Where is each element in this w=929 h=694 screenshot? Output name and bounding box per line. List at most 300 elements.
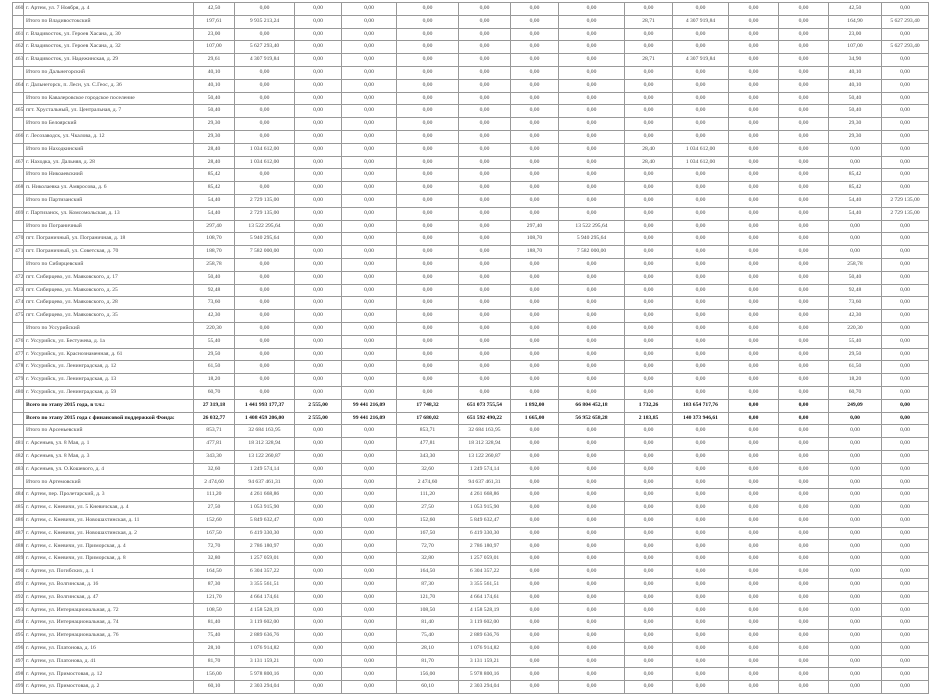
value-cell: 18 312 328,94 bbox=[459, 438, 511, 451]
value-cell: 0,00 bbox=[342, 28, 397, 41]
value-cell: 32,80 bbox=[194, 553, 235, 566]
value-cell: 0,00 bbox=[625, 118, 673, 131]
value-cell: 0,00 bbox=[779, 182, 829, 195]
value-cell: 0,00 bbox=[511, 156, 559, 169]
value-cell: 164,90 bbox=[829, 15, 882, 28]
value-cell: 0,00 bbox=[882, 143, 929, 156]
value-cell: 0,00 bbox=[625, 578, 673, 591]
value-cell: 0,00 bbox=[511, 3, 559, 16]
value-cell: 0,00 bbox=[511, 514, 559, 527]
value-cell: 0,00 bbox=[882, 438, 929, 451]
value-cell: 4 261 668,86 bbox=[459, 489, 511, 502]
value-cell: 2 474,60 bbox=[397, 476, 459, 489]
value-cell: 0,00 bbox=[235, 271, 295, 284]
value-cell: 0,00 bbox=[625, 182, 673, 195]
value-cell: 0,00 bbox=[235, 182, 295, 195]
value-cell: 0,00 bbox=[673, 194, 729, 207]
table-body bbox=[13, 3, 929, 694]
value-cell: 60,10 bbox=[397, 681, 459, 694]
value-cell: 0,00 bbox=[511, 668, 559, 681]
value-cell: 0,00 bbox=[295, 54, 342, 67]
table-row bbox=[13, 246, 929, 259]
value-cell: 0,00 bbox=[459, 79, 511, 92]
value-cell: 0,00 bbox=[295, 655, 342, 668]
value-cell: 0,00 bbox=[625, 630, 673, 643]
value-cell: 0,00 bbox=[342, 130, 397, 143]
value-cell: 0,00 bbox=[511, 284, 559, 297]
value-cell: 2 786 180,97 bbox=[235, 540, 295, 553]
address-cell: Итого по Арсеньевский bbox=[24, 425, 194, 438]
value-cell: 0,00 bbox=[729, 220, 779, 233]
table-row bbox=[13, 399, 929, 412]
value-cell: 0,00 bbox=[342, 207, 397, 220]
value-cell: 0,00 bbox=[342, 66, 397, 79]
row-number-cell: 466 bbox=[13, 130, 24, 143]
value-cell: 0,00 bbox=[295, 233, 342, 246]
address-cell: пгт. Сибирцево, ул. Маяковского, д. 35 bbox=[24, 310, 194, 323]
value-cell: 0,00 bbox=[511, 66, 559, 79]
value-cell: 0,00 bbox=[559, 476, 625, 489]
value-cell: 0,00 bbox=[295, 514, 342, 527]
value-cell: 0,00 bbox=[511, 194, 559, 207]
value-cell: 0,00 bbox=[729, 655, 779, 668]
value-cell: 0,00 bbox=[397, 220, 459, 233]
value-cell: 0,00 bbox=[397, 348, 459, 361]
address-cell: г. Владивосток, ул. Героев Хасана, д. 32 bbox=[24, 41, 194, 54]
value-cell: 0,00 bbox=[779, 527, 829, 540]
value-cell: 0,00 bbox=[882, 54, 929, 67]
value-cell: 0,00 bbox=[729, 476, 779, 489]
value-cell: 0,00 bbox=[882, 591, 929, 604]
value-cell: 0,00 bbox=[397, 28, 459, 41]
value-cell: 0,00 bbox=[511, 489, 559, 502]
table-row bbox=[13, 527, 929, 540]
value-cell: 0,00 bbox=[625, 361, 673, 374]
value-cell: 0,00 bbox=[397, 246, 459, 259]
value-cell: 0,00 bbox=[729, 412, 779, 425]
value-cell: 0,00 bbox=[295, 15, 342, 28]
value-cell: 0,00 bbox=[235, 322, 295, 335]
value-cell: 0,00 bbox=[625, 514, 673, 527]
value-cell: 99 441 216,09 bbox=[342, 399, 397, 412]
value-cell: 7 582 000,00 bbox=[235, 246, 295, 259]
value-cell: 0,00 bbox=[342, 630, 397, 643]
value-cell: 0,00 bbox=[673, 284, 729, 297]
value-cell: 0,00 bbox=[779, 578, 829, 591]
value-cell: 0,00 bbox=[779, 412, 829, 425]
value-cell: 18,20 bbox=[829, 374, 882, 387]
value-cell: 0,00 bbox=[779, 604, 829, 617]
value-cell: 0,00 bbox=[625, 246, 673, 259]
value-cell: 0,00 bbox=[729, 463, 779, 476]
value-cell: 28,10 bbox=[397, 642, 459, 655]
value-cell: 1 408 459 206,00 bbox=[235, 412, 295, 425]
value-cell: 0,00 bbox=[729, 297, 779, 310]
row-number-cell: 461 bbox=[13, 28, 24, 41]
value-cell: 4 307 919,84 bbox=[673, 54, 729, 67]
value-cell: 0,00 bbox=[397, 297, 459, 310]
value-cell: 0,00 bbox=[779, 361, 829, 374]
address-cell: г. Лесозаводск, ул. Чкалова, д. 12 bbox=[24, 130, 194, 143]
value-cell: 108,70 bbox=[194, 233, 235, 246]
value-cell: 0,00 bbox=[729, 566, 779, 579]
address-cell: г. Уссурийск, ул. Бестужева, д. 1а bbox=[24, 335, 194, 348]
value-cell: 6 304 357,22 bbox=[235, 566, 295, 579]
table-row bbox=[13, 207, 929, 220]
value-cell: 0,00 bbox=[511, 105, 559, 118]
value-cell: 0,00 bbox=[673, 361, 729, 374]
value-cell: 0,00 bbox=[559, 553, 625, 566]
row-number-cell bbox=[13, 258, 24, 271]
value-cell: 0,00 bbox=[673, 182, 729, 195]
value-cell: 92,48 bbox=[829, 284, 882, 297]
value-cell: 0,00 bbox=[342, 258, 397, 271]
value-cell: 0,00 bbox=[559, 578, 625, 591]
value-cell: 0,00 bbox=[779, 220, 829, 233]
value-cell: 0,00 bbox=[625, 3, 673, 16]
table-row bbox=[13, 220, 929, 233]
value-cell: 0,00 bbox=[779, 335, 829, 348]
value-cell: 0,00 bbox=[295, 92, 342, 105]
value-cell: 0,00 bbox=[511, 374, 559, 387]
value-cell: 55,40 bbox=[829, 335, 882, 348]
value-cell: 0,00 bbox=[559, 463, 625, 476]
row-number-cell bbox=[13, 92, 24, 105]
value-cell: 0,00 bbox=[673, 514, 729, 527]
value-cell: 0,00 bbox=[829, 425, 882, 438]
value-cell: 0,00 bbox=[882, 514, 929, 527]
value-cell: 0,00 bbox=[459, 258, 511, 271]
value-cell: 94 637 461,31 bbox=[235, 476, 295, 489]
value-cell: 0,00 bbox=[882, 156, 929, 169]
value-cell: 0,00 bbox=[729, 361, 779, 374]
value-cell: 1 257 059,01 bbox=[235, 553, 295, 566]
row-number-cell: 482 bbox=[13, 450, 24, 463]
value-cell: 0,00 bbox=[882, 284, 929, 297]
value-cell: 0,00 bbox=[829, 156, 882, 169]
table-row bbox=[13, 156, 929, 169]
value-cell: 0,00 bbox=[779, 630, 829, 643]
address-cell: г. Артем, ул. Погибских, д. 1 bbox=[24, 566, 194, 579]
value-cell: 0,00 bbox=[779, 118, 829, 131]
value-cell: 0,00 bbox=[829, 502, 882, 515]
value-cell: 50,40 bbox=[194, 92, 235, 105]
value-cell: 0,00 bbox=[673, 105, 729, 118]
value-cell: 3 131 159,21 bbox=[459, 655, 511, 668]
table-row bbox=[13, 553, 929, 566]
value-cell: 0,00 bbox=[397, 182, 459, 195]
value-cell: 28,71 bbox=[625, 54, 673, 67]
value-cell: 108,50 bbox=[397, 604, 459, 617]
value-cell: 0,00 bbox=[779, 399, 829, 412]
value-cell: 0,00 bbox=[779, 642, 829, 655]
row-number-cell: 489 bbox=[13, 553, 24, 566]
value-cell: 0,00 bbox=[342, 310, 397, 323]
value-cell: 0,00 bbox=[397, 130, 459, 143]
value-cell: 0,00 bbox=[882, 66, 929, 79]
value-cell: 0,00 bbox=[342, 284, 397, 297]
value-cell: 0,00 bbox=[342, 233, 397, 246]
address-cell: г. Арсеньев, ул. О.Кошевого, д. 4 bbox=[24, 463, 194, 476]
value-cell: 0,00 bbox=[342, 655, 397, 668]
value-cell: 0,00 bbox=[559, 41, 625, 54]
value-cell: 50,40 bbox=[194, 105, 235, 118]
value-cell: 0,00 bbox=[729, 54, 779, 67]
value-cell: 0,00 bbox=[829, 233, 882, 246]
value-cell: 0,00 bbox=[459, 41, 511, 54]
row-number-cell: 477 bbox=[13, 348, 24, 361]
value-cell: 0,00 bbox=[625, 617, 673, 630]
value-cell: 0,00 bbox=[295, 604, 342, 617]
value-cell: 1 076 914,82 bbox=[235, 642, 295, 655]
value-cell: 0,00 bbox=[295, 28, 342, 41]
row-number-cell: 483 bbox=[13, 463, 24, 476]
value-cell: 0,00 bbox=[511, 258, 559, 271]
table-row bbox=[13, 450, 929, 463]
value-cell: 0,00 bbox=[235, 348, 295, 361]
value-cell: 0,00 bbox=[829, 450, 882, 463]
value-cell: 0,00 bbox=[342, 182, 397, 195]
table-row bbox=[13, 655, 929, 668]
value-cell: 0,00 bbox=[342, 642, 397, 655]
value-cell: 0,00 bbox=[295, 374, 342, 387]
value-cell: 0,00 bbox=[295, 66, 342, 79]
value-cell: 249,09 bbox=[829, 399, 882, 412]
value-cell: 0,00 bbox=[882, 566, 929, 579]
value-cell: 1 441 993 177,37 bbox=[235, 399, 295, 412]
value-cell: 0,00 bbox=[882, 335, 929, 348]
value-cell: 0,00 bbox=[559, 655, 625, 668]
value-cell: 0,00 bbox=[625, 348, 673, 361]
address-cell: г. Уссурийск, ул. Краснознаменная, д. 61 bbox=[24, 348, 194, 361]
value-cell: 0,00 bbox=[625, 41, 673, 54]
value-cell: 0,00 bbox=[673, 348, 729, 361]
value-cell: 0,00 bbox=[673, 310, 729, 323]
value-cell: 0,00 bbox=[559, 15, 625, 28]
value-cell: 477,81 bbox=[194, 438, 235, 451]
value-cell: 0,00 bbox=[729, 79, 779, 92]
value-cell: 0,00 bbox=[511, 681, 559, 694]
value-cell: 258,78 bbox=[194, 258, 235, 271]
value-cell: 0,00 bbox=[511, 297, 559, 310]
value-cell: 0,00 bbox=[511, 591, 559, 604]
value-cell: 0,00 bbox=[882, 79, 929, 92]
value-cell: 0,00 bbox=[459, 92, 511, 105]
table-row bbox=[13, 412, 929, 425]
value-cell: 32,80 bbox=[397, 553, 459, 566]
address-cell: Итого по Сибирцевский bbox=[24, 258, 194, 271]
value-cell: 60,70 bbox=[829, 386, 882, 399]
row-number-cell: 471 bbox=[13, 246, 24, 259]
address-cell: пгт. Пограничный, ул. Пограничная, д. 18 bbox=[24, 233, 194, 246]
value-cell: 0,00 bbox=[882, 310, 929, 323]
value-cell: 0,00 bbox=[235, 28, 295, 41]
value-cell: 0,00 bbox=[882, 3, 929, 16]
table-row bbox=[13, 194, 929, 207]
value-cell: 0,00 bbox=[342, 194, 397, 207]
value-cell: 0,00 bbox=[729, 425, 779, 438]
table-row bbox=[13, 28, 929, 41]
value-cell: 0,00 bbox=[673, 502, 729, 515]
value-cell: 0,00 bbox=[559, 527, 625, 540]
value-cell: 0,00 bbox=[559, 681, 625, 694]
value-cell: 0,00 bbox=[295, 553, 342, 566]
address-cell: Итого по Кавалеровское городское поселение bbox=[24, 92, 194, 105]
value-cell: 0,00 bbox=[511, 463, 559, 476]
value-cell: 0,00 bbox=[673, 553, 729, 566]
value-cell: 0,00 bbox=[559, 156, 625, 169]
value-cell: 0,00 bbox=[779, 92, 829, 105]
value-cell: 0,00 bbox=[397, 194, 459, 207]
value-cell: 0,00 bbox=[235, 79, 295, 92]
value-cell: 0,00 bbox=[559, 118, 625, 131]
value-cell: 0,00 bbox=[559, 54, 625, 67]
address-cell: г. Уссурийск, ул. Ленинградская, д. 59 bbox=[24, 386, 194, 399]
value-cell: 13 122 260,87 bbox=[459, 450, 511, 463]
row-number-cell: 481 bbox=[13, 438, 24, 451]
value-cell: 0,00 bbox=[673, 668, 729, 681]
value-cell: 0,00 bbox=[673, 374, 729, 387]
value-cell: 0,00 bbox=[673, 66, 729, 79]
value-cell: 0,00 bbox=[625, 220, 673, 233]
table-row bbox=[13, 386, 929, 399]
value-cell: 13 522 295,64 bbox=[559, 220, 625, 233]
value-cell: 0,00 bbox=[779, 130, 829, 143]
table-row bbox=[13, 310, 929, 323]
value-cell: 0,00 bbox=[625, 463, 673, 476]
row-number-cell bbox=[13, 66, 24, 79]
address-cell: г. Артем, ул. Примостовая, д. 12 bbox=[24, 668, 194, 681]
value-cell: 121,70 bbox=[397, 591, 459, 604]
value-cell: 0,00 bbox=[342, 540, 397, 553]
value-cell: 23,00 bbox=[194, 28, 235, 41]
value-cell: 0,00 bbox=[511, 617, 559, 630]
value-cell: 85,42 bbox=[829, 182, 882, 195]
value-cell: 220,30 bbox=[194, 322, 235, 335]
value-cell: 0,00 bbox=[342, 604, 397, 617]
value-cell: 0,00 bbox=[673, 41, 729, 54]
address-cell: пгт. Хрустальный, ул. Центральная, д. 7 bbox=[24, 105, 194, 118]
value-cell: 0,00 bbox=[779, 463, 829, 476]
table-row bbox=[13, 591, 929, 604]
value-cell: 7 582 000,00 bbox=[559, 246, 625, 259]
value-cell: 0,00 bbox=[559, 284, 625, 297]
value-cell: 0,00 bbox=[882, 297, 929, 310]
value-cell: 0,00 bbox=[829, 489, 882, 502]
value-cell: 6 419 330,30 bbox=[459, 527, 511, 540]
value-cell: 81,40 bbox=[194, 617, 235, 630]
address-cell: г. Артем, с. Кневичи, ул. Приморская, д. 4 bbox=[24, 540, 194, 553]
table-row bbox=[13, 438, 929, 451]
value-cell: 9 935 213,24 bbox=[235, 15, 295, 28]
value-cell: 1 892,00 bbox=[511, 399, 559, 412]
row-number-cell bbox=[13, 194, 24, 207]
value-cell: 0,00 bbox=[673, 438, 729, 451]
row-number-cell: 478 bbox=[13, 361, 24, 374]
value-cell: 0,00 bbox=[511, 527, 559, 540]
value-cell: 0,00 bbox=[559, 668, 625, 681]
value-cell: 2 729 135,00 bbox=[882, 207, 929, 220]
value-cell: 0,00 bbox=[342, 41, 397, 54]
value-cell: 0,00 bbox=[673, 463, 729, 476]
value-cell: 0,00 bbox=[729, 310, 779, 323]
value-cell: 0,00 bbox=[729, 617, 779, 630]
value-cell: 0,00 bbox=[729, 578, 779, 591]
value-cell: 0,00 bbox=[559, 271, 625, 284]
value-cell: 297,40 bbox=[511, 220, 559, 233]
value-cell: 0,00 bbox=[295, 258, 342, 271]
value-cell: 0,00 bbox=[459, 233, 511, 246]
value-cell: 0,00 bbox=[459, 54, 511, 67]
value-cell: 0,00 bbox=[342, 143, 397, 156]
value-cell: 40,10 bbox=[194, 79, 235, 92]
address-cell: п. Николаевка ул. Амвросова, д. 6 bbox=[24, 182, 194, 195]
value-cell: 0,00 bbox=[559, 130, 625, 143]
value-cell: 85,42 bbox=[194, 182, 235, 195]
table-row bbox=[13, 271, 929, 284]
value-cell: 6 304 357,22 bbox=[459, 566, 511, 579]
value-cell: 0,00 bbox=[511, 630, 559, 643]
value-cell: 0,00 bbox=[625, 604, 673, 617]
value-cell: 0,00 bbox=[673, 335, 729, 348]
value-cell: 0,00 bbox=[342, 169, 397, 182]
value-cell: 0,00 bbox=[511, 182, 559, 195]
value-cell: 0,00 bbox=[882, 348, 929, 361]
value-cell: 0,00 bbox=[511, 642, 559, 655]
value-cell: 0,00 bbox=[397, 361, 459, 374]
table-row bbox=[13, 297, 929, 310]
value-cell: 0,00 bbox=[295, 540, 342, 553]
table-row bbox=[13, 66, 929, 79]
value-cell: 651 073 755,54 bbox=[459, 399, 511, 412]
value-cell: 54,40 bbox=[194, 207, 235, 220]
value-cell: 152,60 bbox=[194, 514, 235, 527]
value-cell: 0,00 bbox=[829, 476, 882, 489]
value-cell: 0,00 bbox=[397, 156, 459, 169]
value-cell: 0,00 bbox=[511, 322, 559, 335]
value-cell: 0,00 bbox=[673, 130, 729, 143]
value-cell: 72,70 bbox=[194, 540, 235, 553]
address-cell: Итого по Артемовский bbox=[24, 476, 194, 489]
row-number-cell: 467 bbox=[13, 156, 24, 169]
value-cell: 183 654 717,76 bbox=[673, 399, 729, 412]
row-number-cell bbox=[13, 118, 24, 131]
value-cell: 0,00 bbox=[625, 591, 673, 604]
value-cell: 28,71 bbox=[625, 15, 673, 28]
value-cell: 0,00 bbox=[397, 322, 459, 335]
value-cell: 0,00 bbox=[625, 271, 673, 284]
value-cell: 0,00 bbox=[625, 374, 673, 387]
value-cell: 5 627 293,40 bbox=[882, 15, 929, 28]
value-cell: 0,00 bbox=[882, 118, 929, 131]
value-cell: 0,00 bbox=[295, 246, 342, 259]
value-cell: 0,00 bbox=[511, 28, 559, 41]
value-cell: 0,00 bbox=[673, 566, 729, 579]
address-cell: Итого по Находкинский bbox=[24, 143, 194, 156]
value-cell: 0,00 bbox=[342, 463, 397, 476]
value-cell: 0,00 bbox=[397, 92, 459, 105]
value-cell: 5 627 293,40 bbox=[882, 41, 929, 54]
address-cell: г. Артем, ул. Примостовая, д. 2 bbox=[24, 681, 194, 694]
value-cell: 0,00 bbox=[729, 41, 779, 54]
value-cell: 0,00 bbox=[779, 310, 829, 323]
value-cell: 0,00 bbox=[882, 361, 929, 374]
value-cell: 0,00 bbox=[397, 374, 459, 387]
address-cell: Всего по этапу 2015 года с финансовой поддержкой Фонда: bbox=[24, 412, 194, 425]
value-cell: 0,00 bbox=[882, 476, 929, 489]
row-number-cell: 497 bbox=[13, 655, 24, 668]
value-cell: 29,50 bbox=[194, 348, 235, 361]
